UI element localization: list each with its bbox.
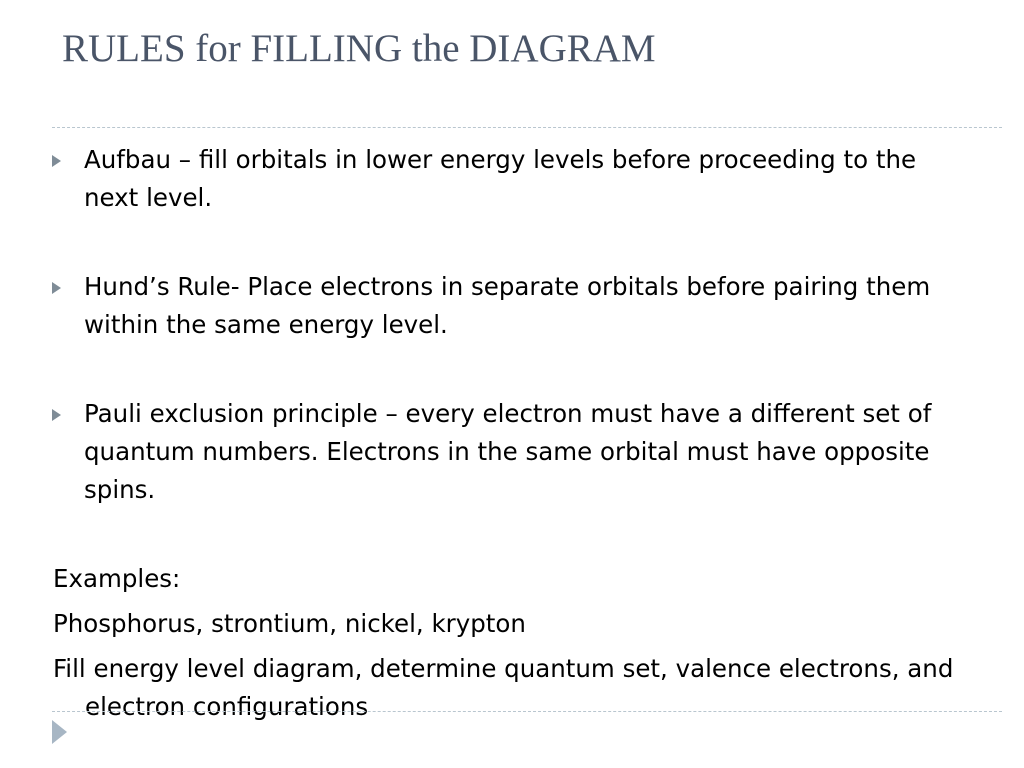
bottom-divider [52,711,1002,712]
next-slide-triangle-icon[interactable] [52,720,67,744]
examples-task: Fill energy level diagram, determine quantum set, valence electrons, and electron configurations [53,654,954,721]
arrow-bullet-icon [52,155,61,167]
top-divider [52,127,1002,128]
slide-title: RULES for FILLING the DIAGRAM [62,27,656,70]
bullet-hunds-rule [52,268,972,344]
bullet-aufbau-text: Aufbau – fill orbitals in lower energy levels before proceeding to the next level. [84,145,917,212]
arrow-bullet-icon [52,409,61,421]
arrow-bullet-icon [52,282,61,294]
bullet-aufbau [52,141,972,217]
bullet-pauli-exclusion [52,395,972,509]
examples-elements: Phosphorus, strontium, nickel, krypton [53,609,526,638]
bullet-pauli-exclusion-text: Pauli exclusion principle – every electron must have a different set of quantum numbers. Electrons in the same orbital must have opposite spins. [84,399,932,504]
bullet-hunds-rule-text: Hund’s Rule- Place electrons in separate orbitals before pairing them within the same energy level. [84,272,931,339]
examples-heading: Examples: [53,564,181,593]
